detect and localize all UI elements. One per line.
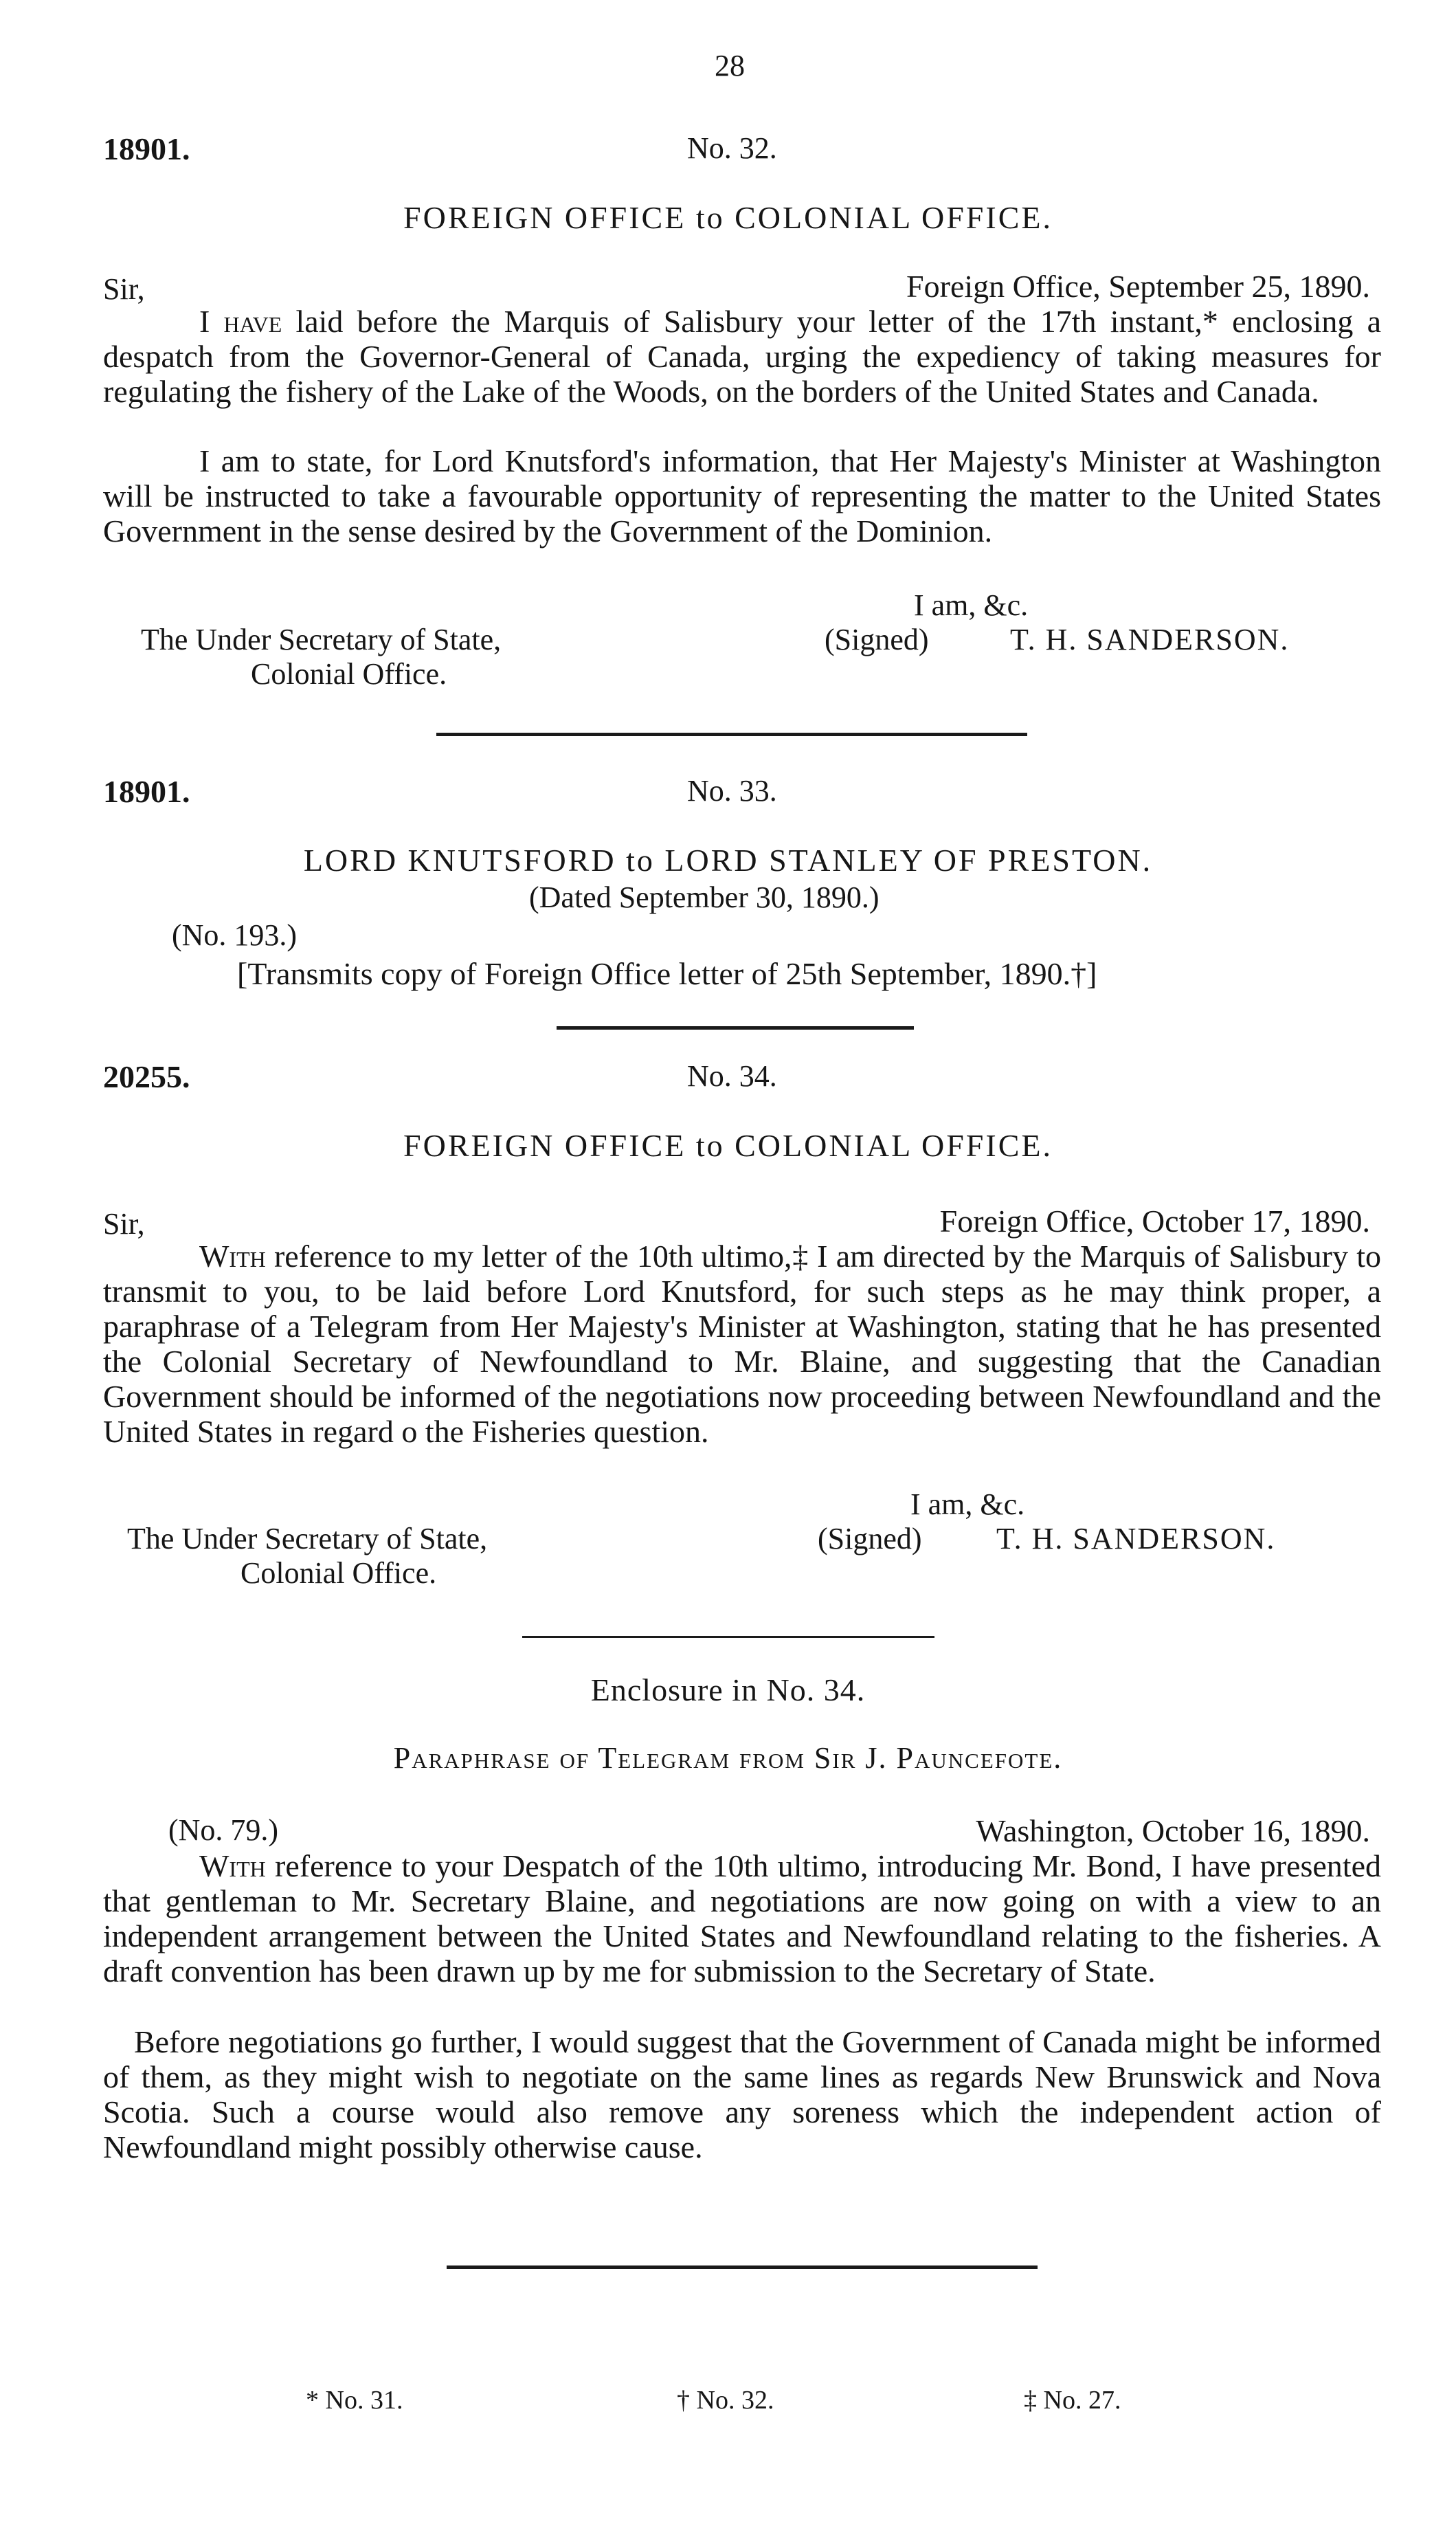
opening-words: I have: [199, 304, 282, 339]
salutation: Sir,: [103, 1207, 145, 1241]
item-number: No. 33.: [687, 774, 777, 808]
addressee-line: Colonial Office.: [251, 657, 447, 691]
opening-words: With: [199, 1239, 266, 1274]
reference-number: 18901.: [103, 131, 190, 166]
place-date: Foreign Office, October 17, 1890.: [939, 1204, 1370, 1239]
enclosure-heading: Paraphrase of Telegram from Sir J. Pauncefote.: [393, 1741, 1063, 1775]
page-number: 28: [715, 49, 745, 82]
signed-label: (Signed): [825, 623, 929, 656]
footnote: * No. 31.: [306, 2386, 403, 2415]
letter-paragraph: I am to state, for Lord Knutsford's information, that Her Majesty's Minister at Washington will be instructed to take a favourable opportunity of representing the matter to the United States Government in the sense desired by the Government of the Dominion.: [103, 443, 1381, 549]
divider: [522, 1636, 934, 1638]
despatch-number: (No. 193.): [172, 918, 298, 952]
addressee-line: Colonial Office.: [240, 1556, 437, 1590]
paragraph-text: reference to my letter of the 10th ultimo,‡ I am directed by the Marquis of Salisbury to transmit to you, to be laid before Lord Knutsford, for such steps as he may think proper, a paraphrase of a Telegram from Her Majesty's Minister at Washington, stating that he has presented the Colonial Secretary of Newfoundland to Mr. Blaine, and suggesting that the Canadian Government should be informed of the negotiations now proceeding between Newfoundland and the United States in regard o the Fisheries question.: [103, 1239, 1381, 1449]
telegram-paragraph: Before negotiations go further, I would suggest that the Government of Canada might be informed of them, as they might wish to negotiate on the same lines as regards New Brunswick and Nova Scotia. Such a course would also remove any soreness which the independent action of Newfoundland might possibly otherwise cause.: [103, 2024, 1381, 2164]
summary-line: [Transmits copy of Foreign Office letter of 25th September, 1890.†]: [237, 956, 1097, 991]
paragraph-text: reference to your Despatch of the 10th ultimo, introducing Mr. Bond, I have presented that gentleman to Mr. Secretary Blaine, and negotiations are now going on with a view to an independent arrangement between the United States and Newfoundland relating to the fisheries. A draft convention has been drawn up by me for submission to the Secretary of State.: [103, 1848, 1381, 1988]
section-heading: FOREIGN OFFICE to COLONIAL OFFICE.: [403, 1128, 1053, 1163]
item-number: No. 34.: [687, 1059, 777, 1093]
letter-paragraph: [103, 304, 1381, 409]
section-heading: LORD KNUTSFORD to LORD STANLEY OF PRESTON.: [303, 843, 1153, 878]
signed-label: (Signed): [818, 1522, 922, 1555]
footnote: ‡ No. 27.: [1024, 2386, 1121, 2415]
divider: [447, 2265, 1038, 2269]
enclosure-title: Enclosure in No. 34.: [590, 1672, 866, 1707]
signature: T. H. SANDERSON.: [996, 1522, 1276, 1555]
closing: I am, &c.: [914, 588, 1029, 622]
footnote: † No. 32.: [677, 2386, 774, 2415]
letter-paragraph: [103, 1239, 1381, 1449]
salutation: Sir,: [103, 272, 145, 306]
section-heading: FOREIGN OFFICE to COLONIAL OFFICE.: [403, 200, 1053, 235]
telegram-number: (No. 79.): [168, 1813, 279, 1847]
divider: [557, 1026, 914, 1030]
signature: T. H. SANDERSON.: [1010, 623, 1290, 656]
item-number: No. 32.: [687, 131, 777, 165]
reference-number: 18901.: [103, 774, 190, 809]
opening-words: With: [199, 1848, 266, 1883]
addressee-line: The Under Secretary of State,: [127, 1522, 488, 1555]
closing: I am, &c.: [910, 1487, 1025, 1521]
divider: [436, 733, 1027, 736]
place-date: Foreign Office, September 25, 1890.: [906, 269, 1370, 304]
paragraph-text: laid before the Marquis of Salisbury your letter of the 17th instant,* enclosing a despatch from the Governor-General of Canada, urging the expediency of taking measures for regulating the fishery of the Lake of the Woods, on the borders of the United States and Canada.: [103, 304, 1381, 409]
addressee-line: The Under Secretary of State,: [141, 623, 502, 656]
telegram-paragraph: [103, 1848, 1381, 1988]
dated-line: (Dated September 30, 1890.): [529, 880, 880, 914]
place-date: Washington, October 16, 1890.: [976, 1813, 1370, 1848]
reference-number: 20255.: [103, 1059, 190, 1094]
